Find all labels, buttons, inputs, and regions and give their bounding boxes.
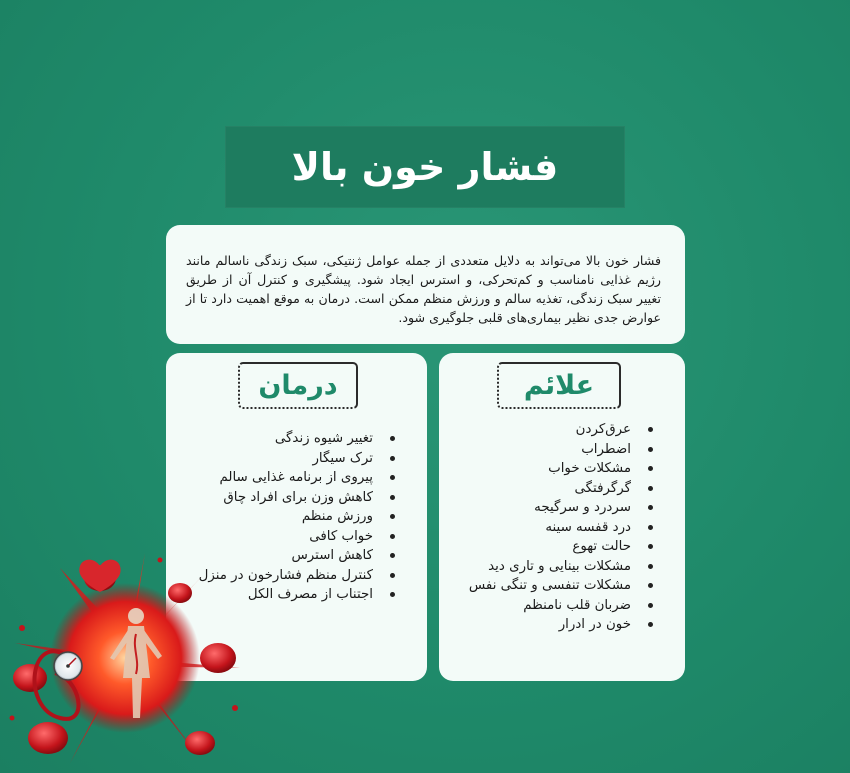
bullet-icon: [390, 514, 395, 519]
bullet-icon: [390, 534, 395, 539]
bullet-icon: [390, 573, 395, 578]
list-item: خون در ادرار: [469, 615, 653, 635]
list-item: خواب کافی: [199, 527, 395, 547]
list-item: تغییر شیوه زندگی: [199, 429, 395, 449]
symptoms-card: [439, 353, 685, 681]
intro-text: فشار خون بالا می‌تواند به دلایل متعددی از جمله عوامل ژنتیکی، سبک زندگی ناسالم مانند رژیم غذایی نامناسب و کم‌تحرکی، و استرس ایجاد شود. پیشگیری و کنترل آن از طریق تغییر سبک زندگی، تغذیه سالم و ورزش منظم ممکن است. درمان به موقع اهمیت دارد تا از عوارض جدی نظیر بیماری‌های قلبی جلوگیری شود.: [186, 252, 661, 325]
list-item: حالت تهوع: [469, 537, 653, 557]
list-item: مشکلات خواب: [469, 459, 653, 479]
bullet-icon: [390, 592, 395, 597]
list-item: عرق‌کردن: [469, 420, 653, 440]
list-item: ضربان قلب نامنظم: [469, 596, 653, 616]
list-item: گرگرفتگی: [469, 479, 653, 499]
title-banner: [225, 126, 625, 208]
bullet-icon: [648, 564, 653, 569]
bullet-icon: [648, 486, 653, 491]
list-item: ورزش منظم: [199, 507, 395, 527]
bullet-icon: [390, 475, 395, 480]
list-item: اجتناب از مصرف الکل: [199, 585, 395, 605]
list-item: مشکلات بینایی و تاری دید: [469, 557, 653, 577]
bullet-icon: [390, 553, 395, 558]
bullet-icon: [648, 427, 653, 432]
list-item: درد قفسه سینه: [469, 518, 653, 538]
bullet-icon: [390, 456, 395, 461]
list-item: کنترل منظم فشارخون در منزل: [199, 566, 395, 586]
list-item: پیروی از برنامه غذایی سالم: [199, 468, 395, 488]
symptoms-list: [469, 420, 653, 635]
symptoms-heading-box: [497, 362, 621, 409]
bullet-icon: [648, 603, 653, 608]
bullet-icon: [390, 436, 395, 441]
bullet-icon: [390, 495, 395, 500]
bullet-icon: [648, 525, 653, 530]
intro-card: [166, 225, 685, 344]
list-item: اضطراب: [469, 440, 653, 460]
bullet-icon: [648, 583, 653, 588]
list-item: کاهش وزن برای افراد چاق: [199, 488, 395, 508]
bullet-icon: [648, 505, 653, 510]
treatment-heading-box: [238, 362, 358, 409]
list-item: سردرد و سرگیجه: [469, 498, 653, 518]
bullet-icon: [648, 447, 653, 452]
treatment-heading: درمان: [258, 370, 338, 401]
blood-pressure-illustration: [0, 548, 250, 773]
bullet-icon: [648, 622, 653, 627]
list-item: کاهش استرس: [199, 546, 395, 566]
page-title: فشار خون بالا: [291, 145, 559, 189]
bullet-icon: [648, 466, 653, 471]
list-item: مشکلات تنفسی و تنگی نفس: [469, 576, 653, 596]
bullet-icon: [648, 544, 653, 549]
gauge-icon: [54, 652, 82, 680]
symptoms-heading: علائم: [523, 370, 595, 401]
list-item: ترک سیگار: [199, 449, 395, 469]
